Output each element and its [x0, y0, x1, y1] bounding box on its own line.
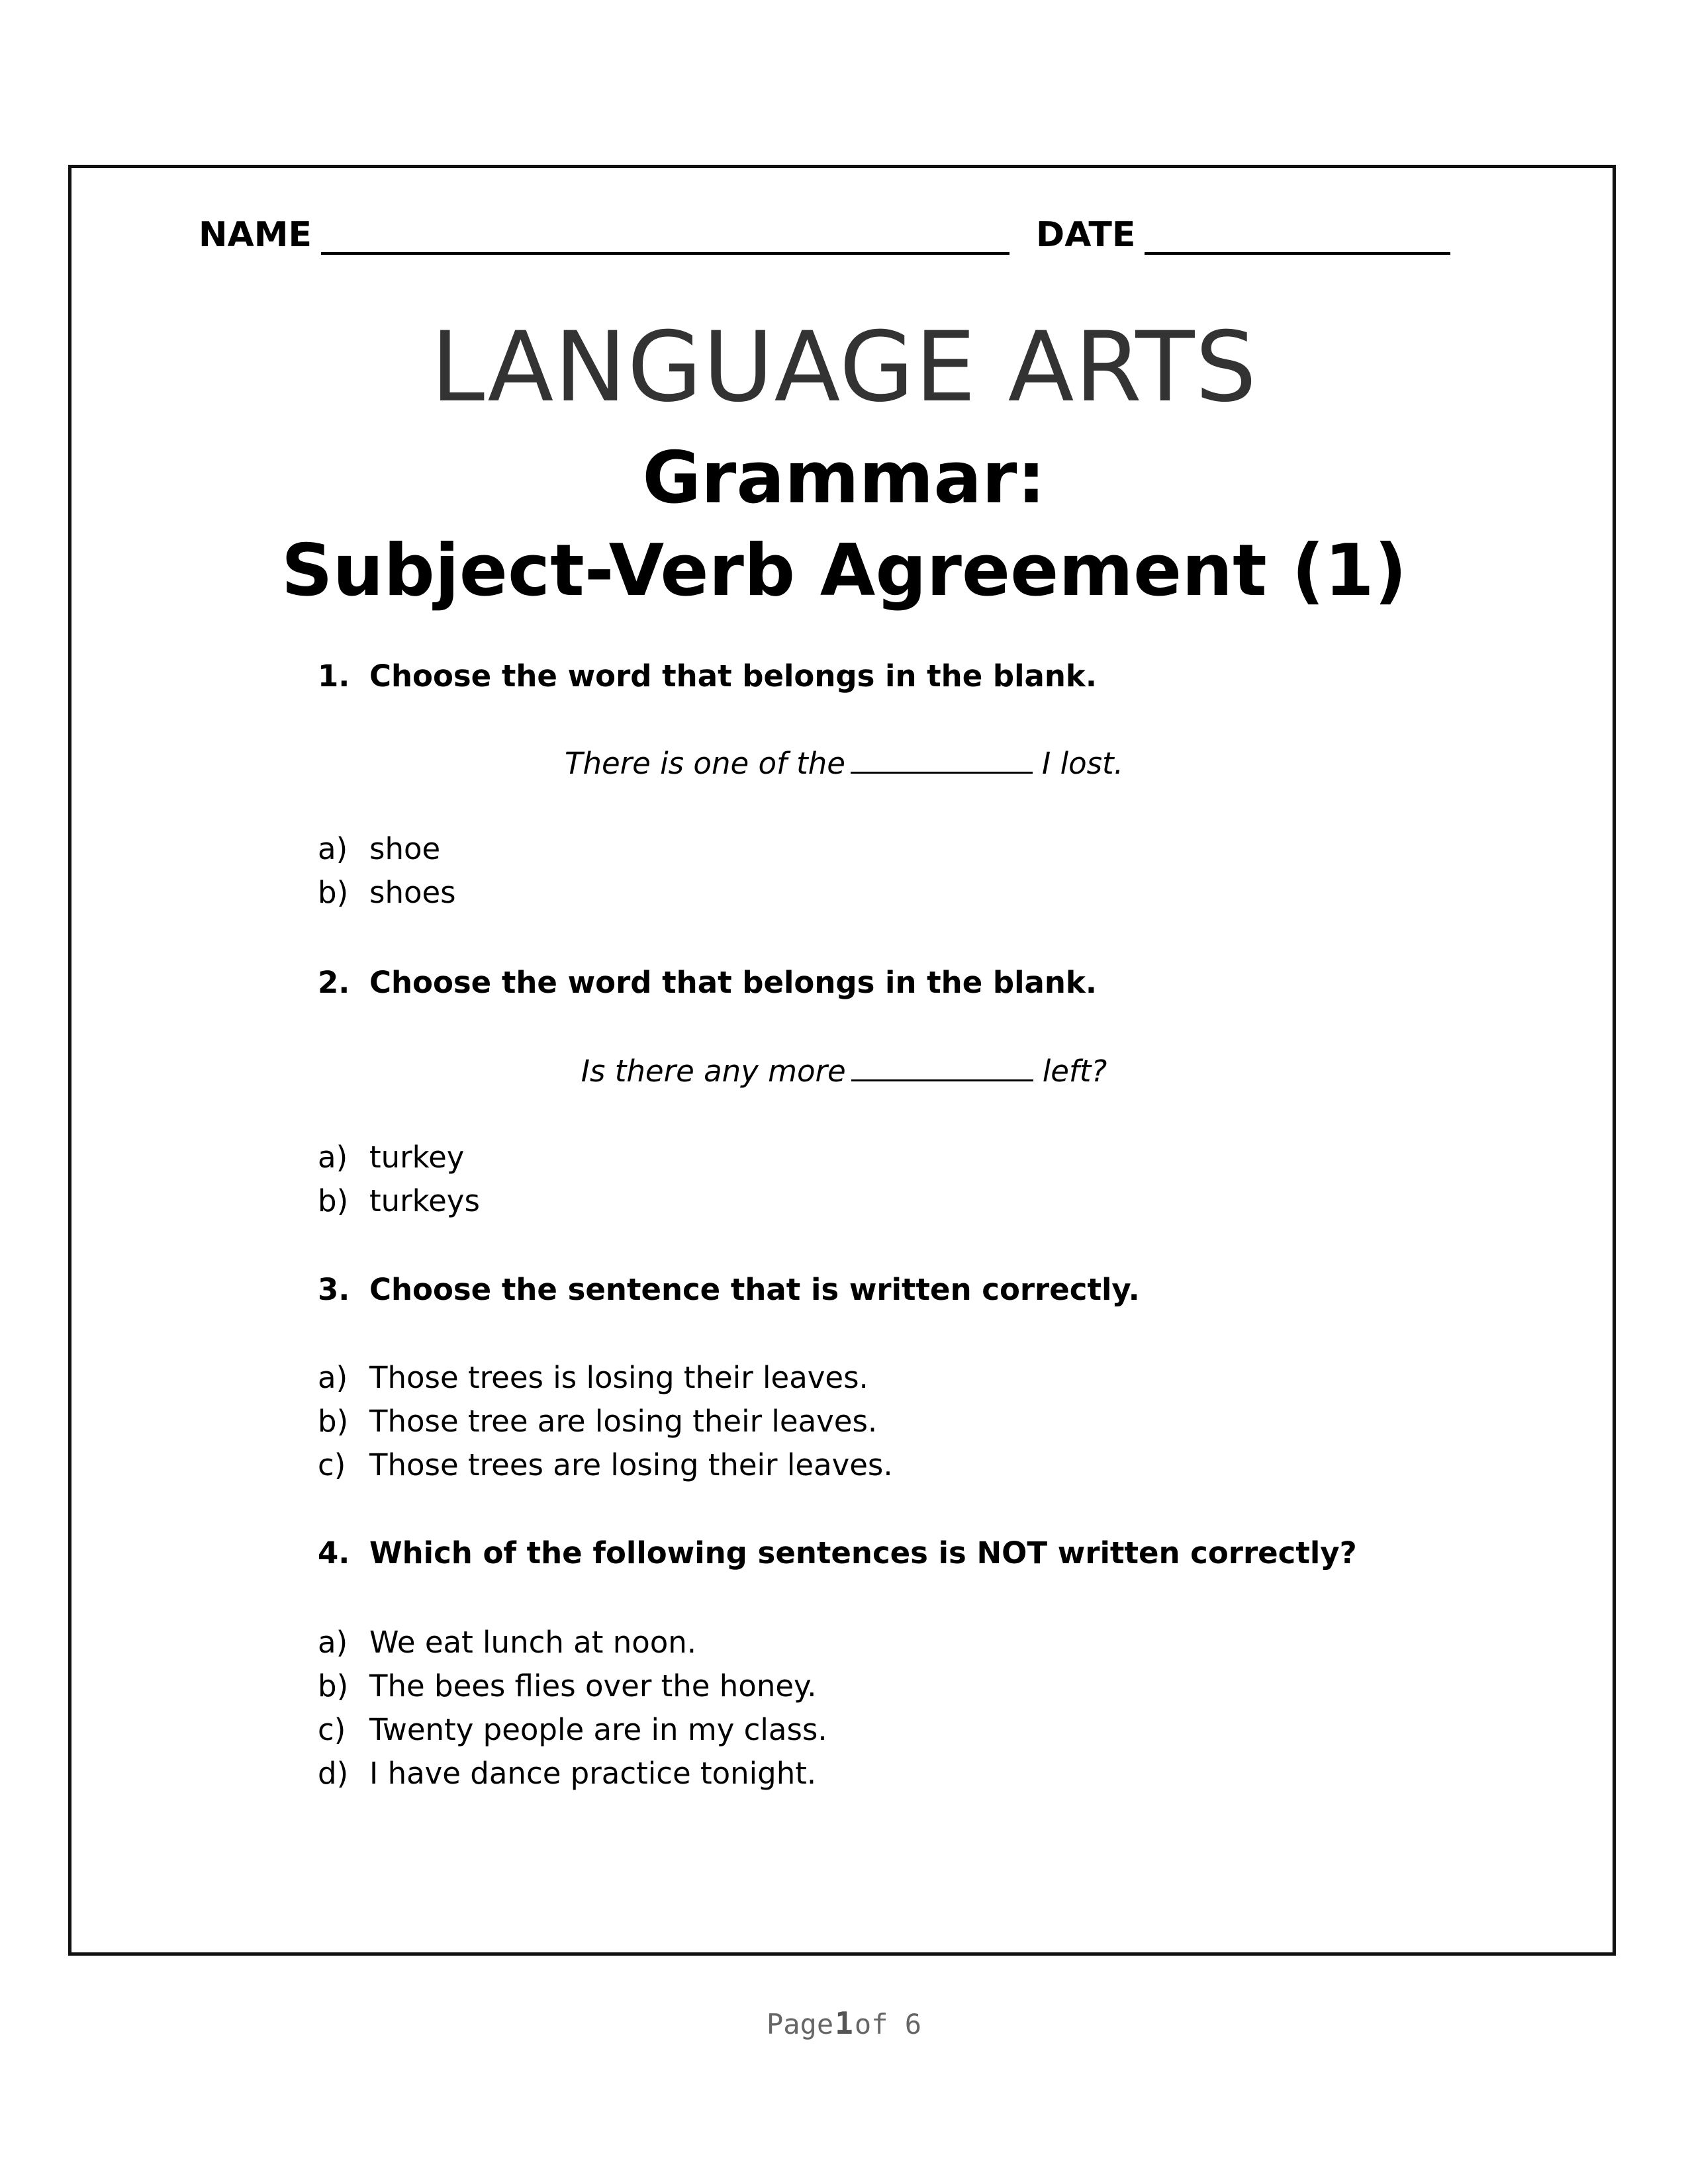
- option-text: We eat lunch at noon.: [369, 1625, 697, 1660]
- answer-option[interactable]: [318, 1360, 868, 1395]
- option-letter: a): [318, 831, 348, 866]
- question-3: [318, 1272, 1140, 1307]
- option-letter: a): [318, 1140, 348, 1175]
- answer-option[interactable]: [318, 1140, 464, 1175]
- name-date-header: [199, 202, 1456, 255]
- question-text: Choose the sentence that is written correctly.: [369, 1272, 1140, 1307]
- prompt-after: left?: [1042, 1054, 1107, 1089]
- question-text: Which of the following sentences is NOT written correctly?: [369, 1535, 1357, 1570]
- option-text: Those tree are losing their leaves.: [369, 1404, 878, 1439]
- question-number: 3.: [318, 1272, 350, 1307]
- answer-option[interactable]: [318, 1712, 827, 1747]
- answer-option[interactable]: [318, 1625, 696, 1660]
- option-letter: c): [318, 1447, 346, 1482]
- date-label: DATE: [1036, 215, 1136, 255]
- page-word: Page: [766, 2008, 834, 2040]
- question-2: [318, 965, 1097, 1000]
- option-text: turkey: [369, 1140, 465, 1175]
- name-blank-line: [321, 214, 1009, 255]
- option-letter: a): [318, 1625, 348, 1660]
- option-letter: c): [318, 1712, 346, 1747]
- option-text: shoe: [369, 831, 441, 866]
- prompt-after: I lost.: [1042, 746, 1124, 781]
- option-letter: b): [318, 1668, 349, 1704]
- current-page: 1: [835, 2005, 853, 2041]
- answer-option[interactable]: [318, 1447, 893, 1482]
- option-letter: b): [318, 1183, 349, 1218]
- option-letter: d): [318, 1756, 349, 1791]
- answer-option[interactable]: [318, 875, 456, 910]
- question-1: [318, 659, 1097, 694]
- option-letter: b): [318, 875, 349, 910]
- option-text: turkeys: [369, 1183, 480, 1218]
- answer-option[interactable]: [318, 1183, 480, 1218]
- question-number: 4.: [318, 1535, 350, 1570]
- question-2-prompt: [0, 1049, 1688, 1089]
- question-4: [318, 1535, 1357, 1570]
- answer-blank: [851, 1049, 1033, 1081]
- question-number: 1.: [318, 659, 350, 694]
- date-blank-line: [1145, 214, 1450, 255]
- prompt-before: Is there any more: [581, 1054, 846, 1089]
- option-text: I have dance practice tonight.: [369, 1756, 817, 1791]
- answer-blank: [851, 741, 1033, 774]
- option-text: shoes: [369, 875, 456, 910]
- total-pages: 6: [904, 2008, 922, 2040]
- topic-title: Grammar:: [642, 437, 1046, 520]
- option-letter: a): [318, 1360, 348, 1395]
- name-label: NAME: [199, 215, 312, 255]
- lesson-title: Subject-Verb Agreement (1): [281, 529, 1407, 612]
- subject-title: LANGUAGE ARTS: [430, 311, 1258, 424]
- question-1-prompt: [0, 741, 1688, 781]
- answer-option[interactable]: [318, 831, 440, 866]
- option-text: Those trees are losing their leaves.: [369, 1447, 893, 1482]
- answer-option[interactable]: [318, 1404, 877, 1439]
- option-letter: b): [318, 1404, 349, 1439]
- option-text: Those trees is losing their leaves.: [369, 1360, 868, 1395]
- question-text: Choose the word that belongs in the blank.: [369, 965, 1097, 1000]
- option-text: The bees flies over the honey.: [369, 1668, 817, 1704]
- option-text: Twenty people are in my class.: [369, 1712, 827, 1747]
- question-number: 2.: [318, 965, 350, 1000]
- of-word: of: [854, 2008, 888, 2040]
- prompt-before: There is one of the: [564, 746, 845, 781]
- answer-option[interactable]: [318, 1668, 817, 1704]
- page-indicator: [0, 2005, 1688, 2041]
- answer-option[interactable]: [318, 1756, 816, 1791]
- question-text: Choose the word that belongs in the blank.: [369, 659, 1097, 694]
